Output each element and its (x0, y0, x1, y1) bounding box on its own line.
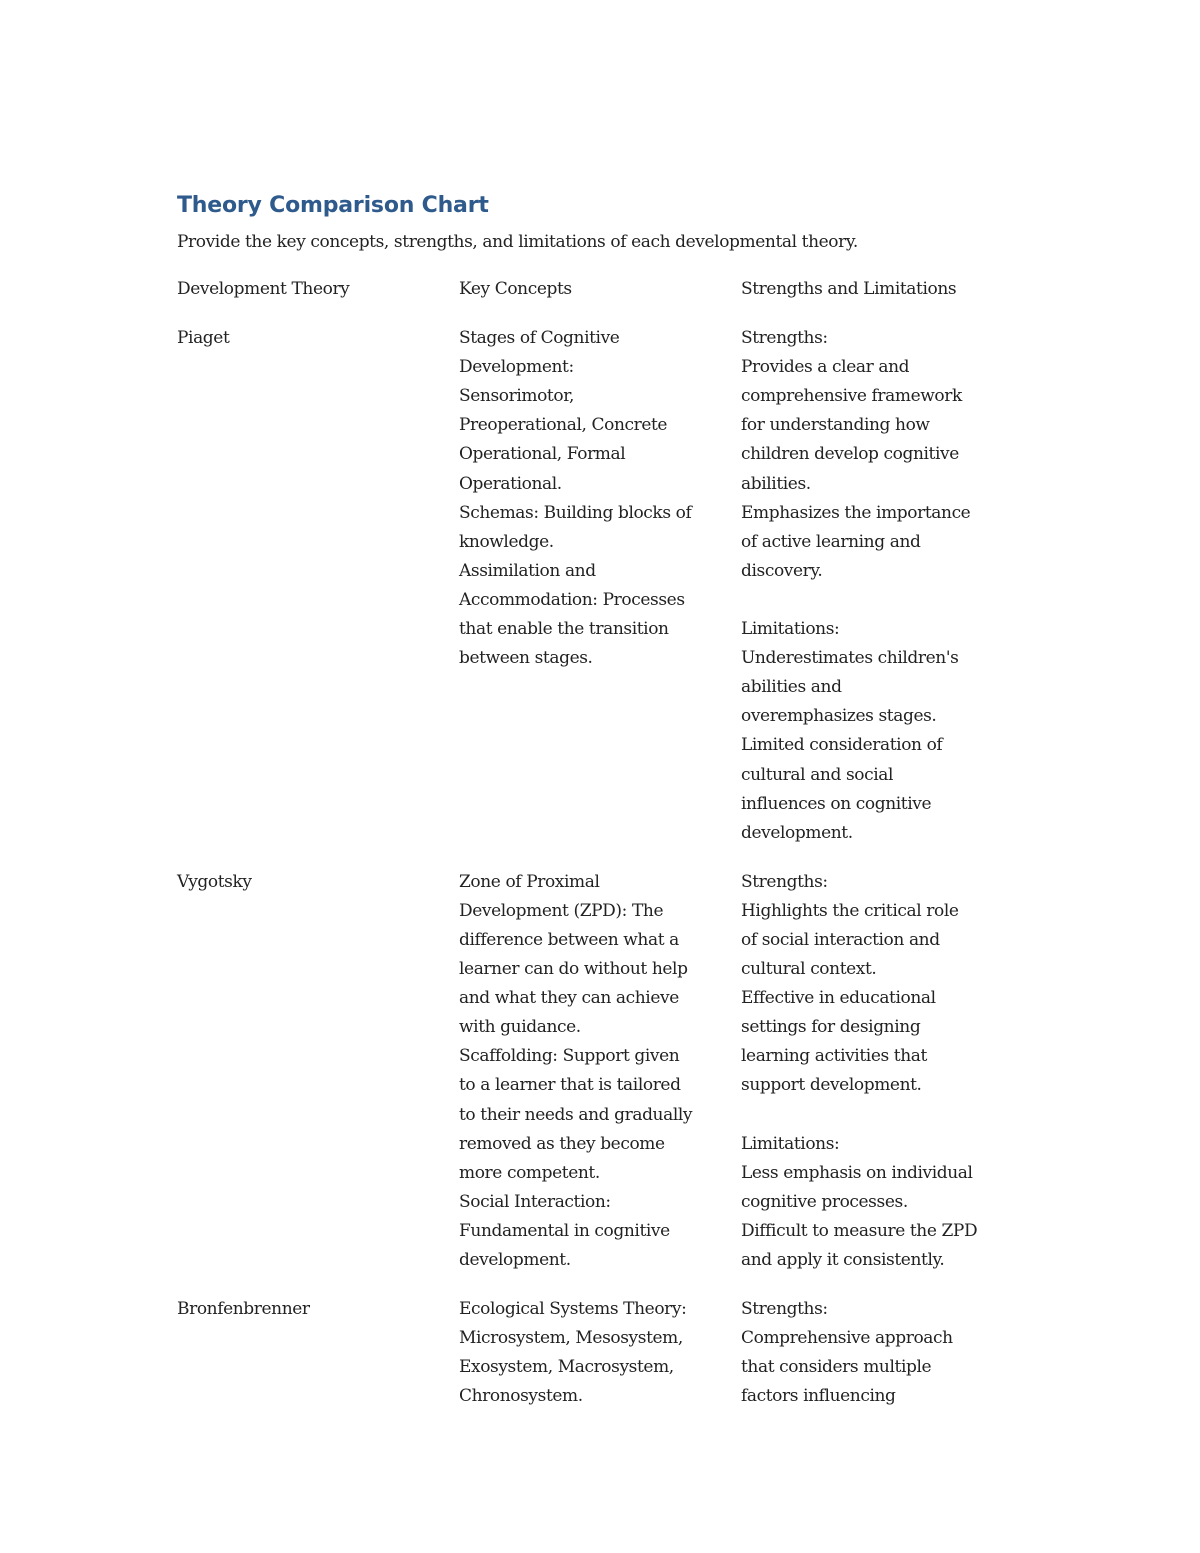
key-concepts-cell (459, 868, 741, 1275)
text-line: Strengths: (741, 1299, 828, 1320)
text-line: settings for designing (741, 1017, 921, 1038)
text-line: Difficult to measure the ZPD (741, 1220, 978, 1241)
text-line: that considers multiple (741, 1357, 932, 1378)
text-line: Preoperational, Concrete (459, 415, 668, 436)
text-line: Strengths: (741, 871, 828, 892)
text-line: cognitive processes. (741, 1191, 908, 1212)
table-row (177, 868, 1037, 1275)
text-line: Provides a clear and (741, 357, 910, 378)
text-line: children develop cognitive (741, 444, 959, 465)
text-line: Limitations: (741, 1133, 840, 1154)
text-line: Limitations: (741, 619, 840, 640)
document-page (177, 190, 1037, 1411)
text-line: Chronosystem. (459, 1386, 583, 1407)
text-line: Accommodation: Processes (459, 589, 685, 610)
header-development-theory: Development Theory (177, 279, 350, 299)
page-title: Theory Comparison Chart (177, 193, 489, 218)
text-line: discovery. (741, 560, 823, 581)
strengths-limitations-cell (741, 324, 1011, 848)
header-strengths-limitations: Strengths and Limitations (741, 279, 957, 299)
text-line: development. (459, 1250, 571, 1270)
text-line: for understanding how (741, 415, 930, 436)
theory-name: Piaget (177, 328, 230, 349)
text-line: Ecological Systems Theory: (459, 1299, 687, 1320)
text-line: to their needs and gradually (459, 1104, 693, 1125)
text-line: Operational. (459, 473, 562, 494)
text-line: Highlights the critical role (741, 900, 959, 921)
strengths-limitations-cell (741, 1295, 1011, 1411)
text-line: influences on cognitive (741, 793, 932, 814)
text-line: abilities. (741, 473, 811, 494)
text-line: Operational, Formal (459, 444, 626, 465)
text-line: comprehensive framework (741, 386, 962, 407)
text-line: of social interaction and (741, 929, 940, 950)
table-row (177, 324, 1037, 848)
text-line: Assimilation and (459, 560, 596, 581)
text-line: of active learning and (741, 531, 921, 552)
text-line: Development: (459, 357, 574, 378)
table-row (177, 1295, 1037, 1411)
key-concepts-cell (459, 1295, 741, 1411)
text-line: Schemas: Building blocks of (459, 502, 692, 523)
theory-name: Vygotsky (177, 871, 252, 892)
strengths-limitations-cell (741, 868, 1011, 1275)
text-line: with guidance. (459, 1017, 581, 1038)
text-line: Stages of Cognitive (459, 328, 620, 349)
text-line: factors influencing (741, 1386, 896, 1407)
text-line: Social Interaction: (459, 1191, 611, 1212)
text-line: that enable the transition (459, 619, 669, 640)
text-line: and apply it consistently. (741, 1250, 945, 1270)
text-line: Emphasizes the importance (741, 502, 971, 523)
text-line: more competent. (459, 1162, 600, 1183)
text-line: Scaffolding: Support given (459, 1046, 680, 1067)
text-line: cultural and social (741, 764, 894, 785)
text-line: support development. (741, 1075, 922, 1096)
text-line: Strengths: (741, 328, 828, 349)
text-line: Microsystem, Mesosystem, (459, 1328, 683, 1349)
theory-name: Bronfenbrenner (177, 1299, 310, 1320)
header-key-concepts: Key Concepts (459, 279, 572, 299)
text-line: Underestimates children's (741, 648, 959, 669)
text-line: learning activities that (741, 1046, 927, 1067)
comparison-table (177, 275, 1037, 1411)
text-line: removed as they become (459, 1133, 665, 1154)
text-line: learner can do without help (459, 959, 688, 980)
blank-line (741, 1101, 1011, 1130)
text-line: between stages. (459, 648, 593, 669)
text-line: Exosystem, Macrosystem, (459, 1357, 674, 1378)
text-line: to a learner that is tailored (459, 1075, 681, 1096)
text-line: cultural context. (741, 959, 877, 980)
text-line: Development (ZPD): The (459, 900, 664, 921)
text-line: and what they can achieve (459, 988, 679, 1009)
blank-line (741, 586, 1011, 615)
text-line: development. (741, 822, 853, 843)
text-line: Sensorimotor, (459, 386, 575, 407)
text-line: abilities and (741, 677, 842, 698)
text-line: overemphasizes stages. (741, 706, 937, 727)
text-line: Comprehensive approach (741, 1328, 953, 1349)
page-subtitle: Provide the key concepts, strengths, and limitations of each developmental theory. (177, 232, 858, 252)
text-line: Effective in educational (741, 988, 936, 1009)
text-line: Fundamental in cognitive (459, 1220, 670, 1241)
text-line: Limited consideration of (741, 735, 943, 756)
text-line: Zone of Proximal (459, 871, 600, 892)
table-header-row (177, 275, 1037, 304)
key-concepts-cell (459, 324, 741, 673)
text-line: difference between what a (459, 929, 679, 950)
text-line: Less emphasis on individual (741, 1162, 973, 1183)
text-line: knowledge. (459, 531, 554, 552)
